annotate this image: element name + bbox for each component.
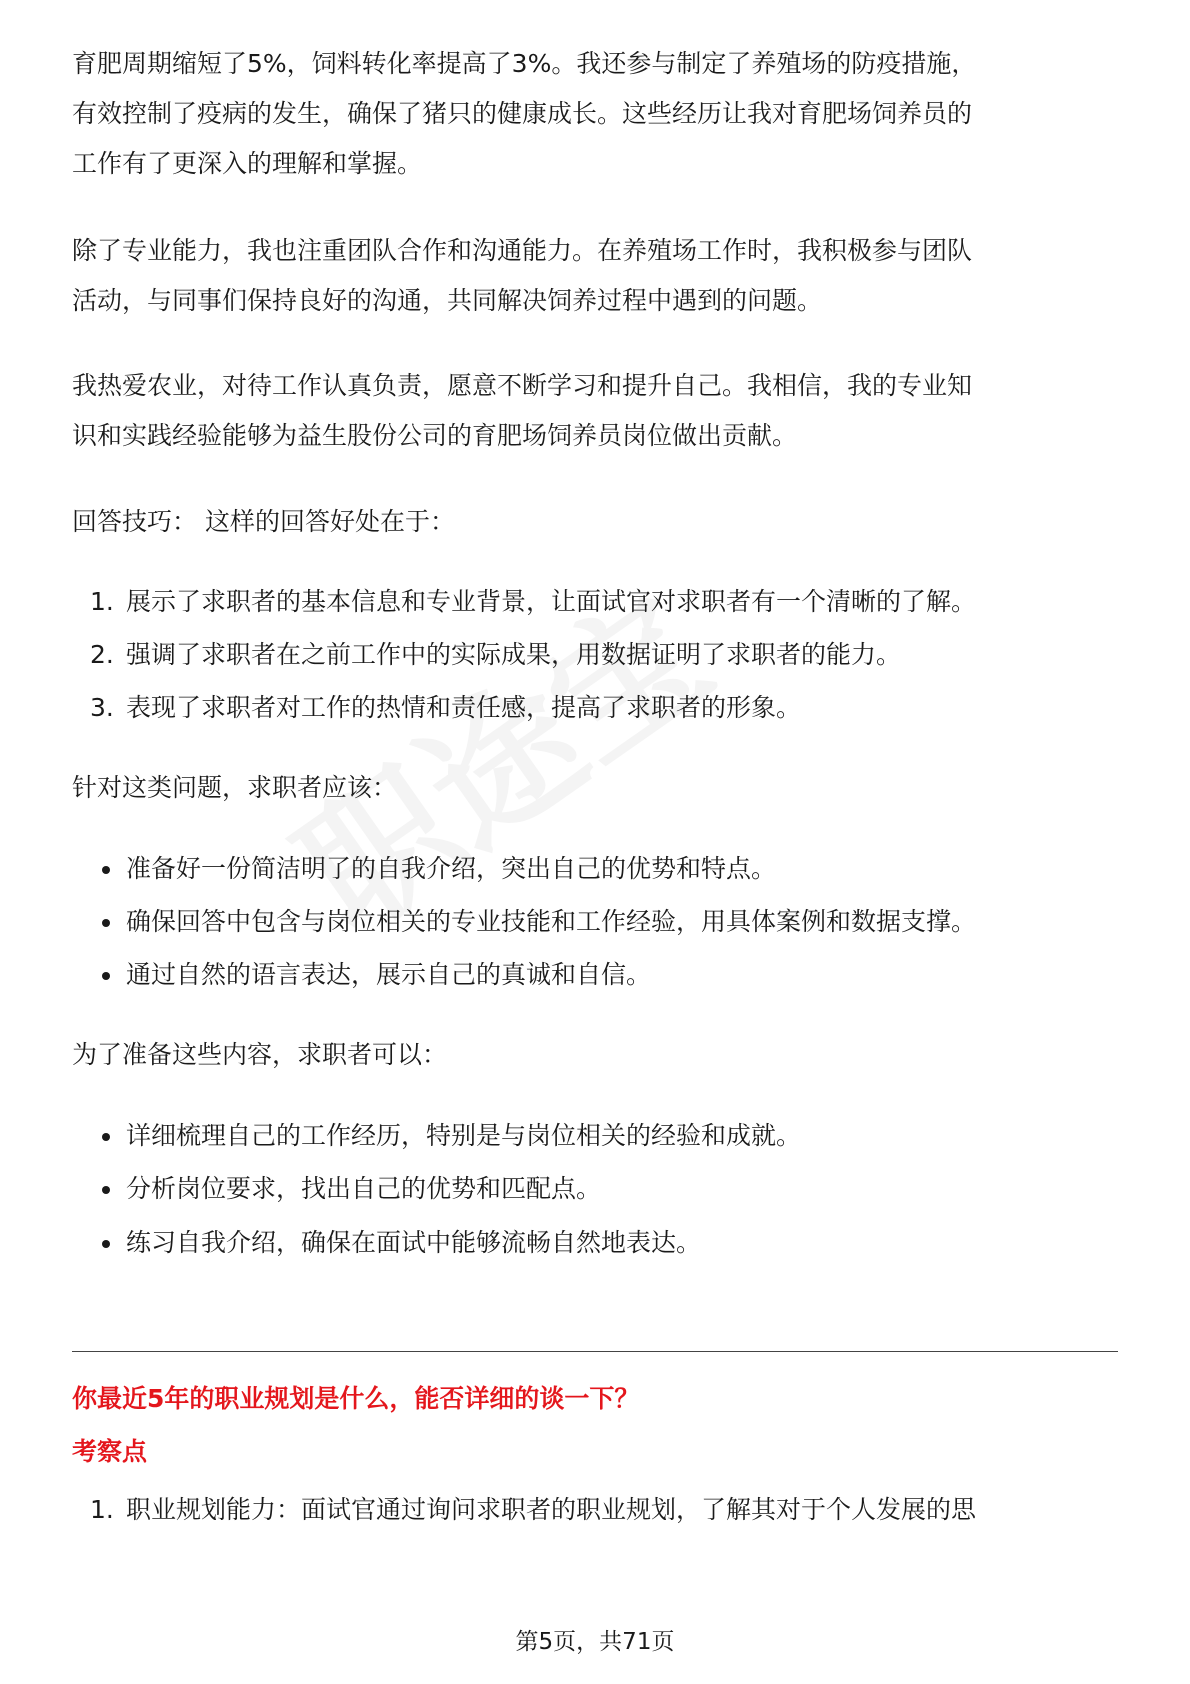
section-label: 考察点 <box>72 1437 148 1466</box>
question-title: 你最近5年的职业规划是什么，能否详细的谈一下？ <box>72 1384 640 1413</box>
paragraph-line: 有效控制了疫病的发生，确保了猪只的健康成长。这些经历让我对育肥场饲养员的 <box>72 99 973 128</box>
bullet-icon <box>102 866 110 874</box>
list-item-text: 通过自然的语言表达，展示自己的真诚和自信。 <box>126 960 652 989</box>
bullet-icon <box>102 1133 110 1141</box>
section-divider <box>72 1351 1118 1352</box>
list-item-text: 强调了求职者在之前工作中的实际成果，用数据证明了求职者的能力。 <box>126 640 902 669</box>
paragraph-experience <box>72 39 1118 189</box>
paragraph-line: 活动，与同事们保持良好的沟通，共同解决饲养过程中遇到的问题。 <box>72 286 823 315</box>
list-item-text: 职业规划能力：面试官通过询问求职者的职业规划，了解其对于个人发展的思 <box>126 1495 977 1524</box>
should-heading <box>72 763 1118 813</box>
list-item-text: 练习自我介绍，确保在面试中能够流畅自然地表达。 <box>126 1228 702 1257</box>
list-item-text: 表现了求职者对工作的热情和责任感，提高了求职者的形象。 <box>126 693 802 722</box>
list-number: 2. <box>90 640 114 669</box>
list-item-text: 准备好一份简洁明了的自我介绍，突出自己的优势和特点。 <box>126 854 777 883</box>
paragraph-line: 识和实践经验能够为益生股份公司的育肥场饲养员岗位做出贡献。 <box>72 421 798 450</box>
list-item-text: 详细梳理自己的工作经历，特别是与岗位相关的经验和成就。 <box>126 1121 802 1150</box>
paragraph-line: 除了专业能力，我也注重团队合作和沟通能力。在养殖场工作时，我积极参与团队 <box>72 236 973 265</box>
list-item-text: 确保回答中包含与岗位相关的专业技能和工作经验，用具体案例和数据支撑。 <box>126 907 977 936</box>
paragraph-line: 我热爱农业，对待工作认真负责，愿意不断学习和提升自己。我相信，我的专业知 <box>72 371 973 400</box>
list-item-text: 展示了求职者的基本信息和专业背景，让面试官对求职者有一个清晰的了解。 <box>126 587 977 616</box>
should-heading-text: 针对这类问题，求职者应该： <box>72 773 398 802</box>
list-number: 1. <box>90 587 114 616</box>
paragraph-line: 工作有了更深入的理解和掌握。 <box>72 149 423 178</box>
prepare-heading <box>72 1030 1118 1080</box>
page-footer: 第5页，共71页 <box>515 1629 675 1655</box>
list-number: 3. <box>90 693 114 722</box>
prepare-heading-text: 为了准备这些内容，求职者可以： <box>72 1040 448 1069</box>
paragraph-passion <box>72 361 1118 461</box>
paragraph-teamwork <box>72 226 1118 326</box>
list-item-text: 分析岗位要求，找出自己的优势和匹配点。 <box>126 1174 602 1203</box>
paragraph-line: 育肥周期缩短了5%，饲料转化率提高了3%。我还参与制定了养殖场的防疫措施， <box>72 49 977 78</box>
tips-heading <box>72 497 1118 547</box>
list-number: 1. <box>90 1495 114 1524</box>
tips-heading-text: 回答技巧： 这样的回答好处在于： <box>72 507 455 536</box>
bullet-icon <box>102 972 110 980</box>
bullet-icon <box>102 1240 110 1248</box>
bullet-icon <box>102 919 110 927</box>
bullet-icon <box>102 1186 110 1194</box>
